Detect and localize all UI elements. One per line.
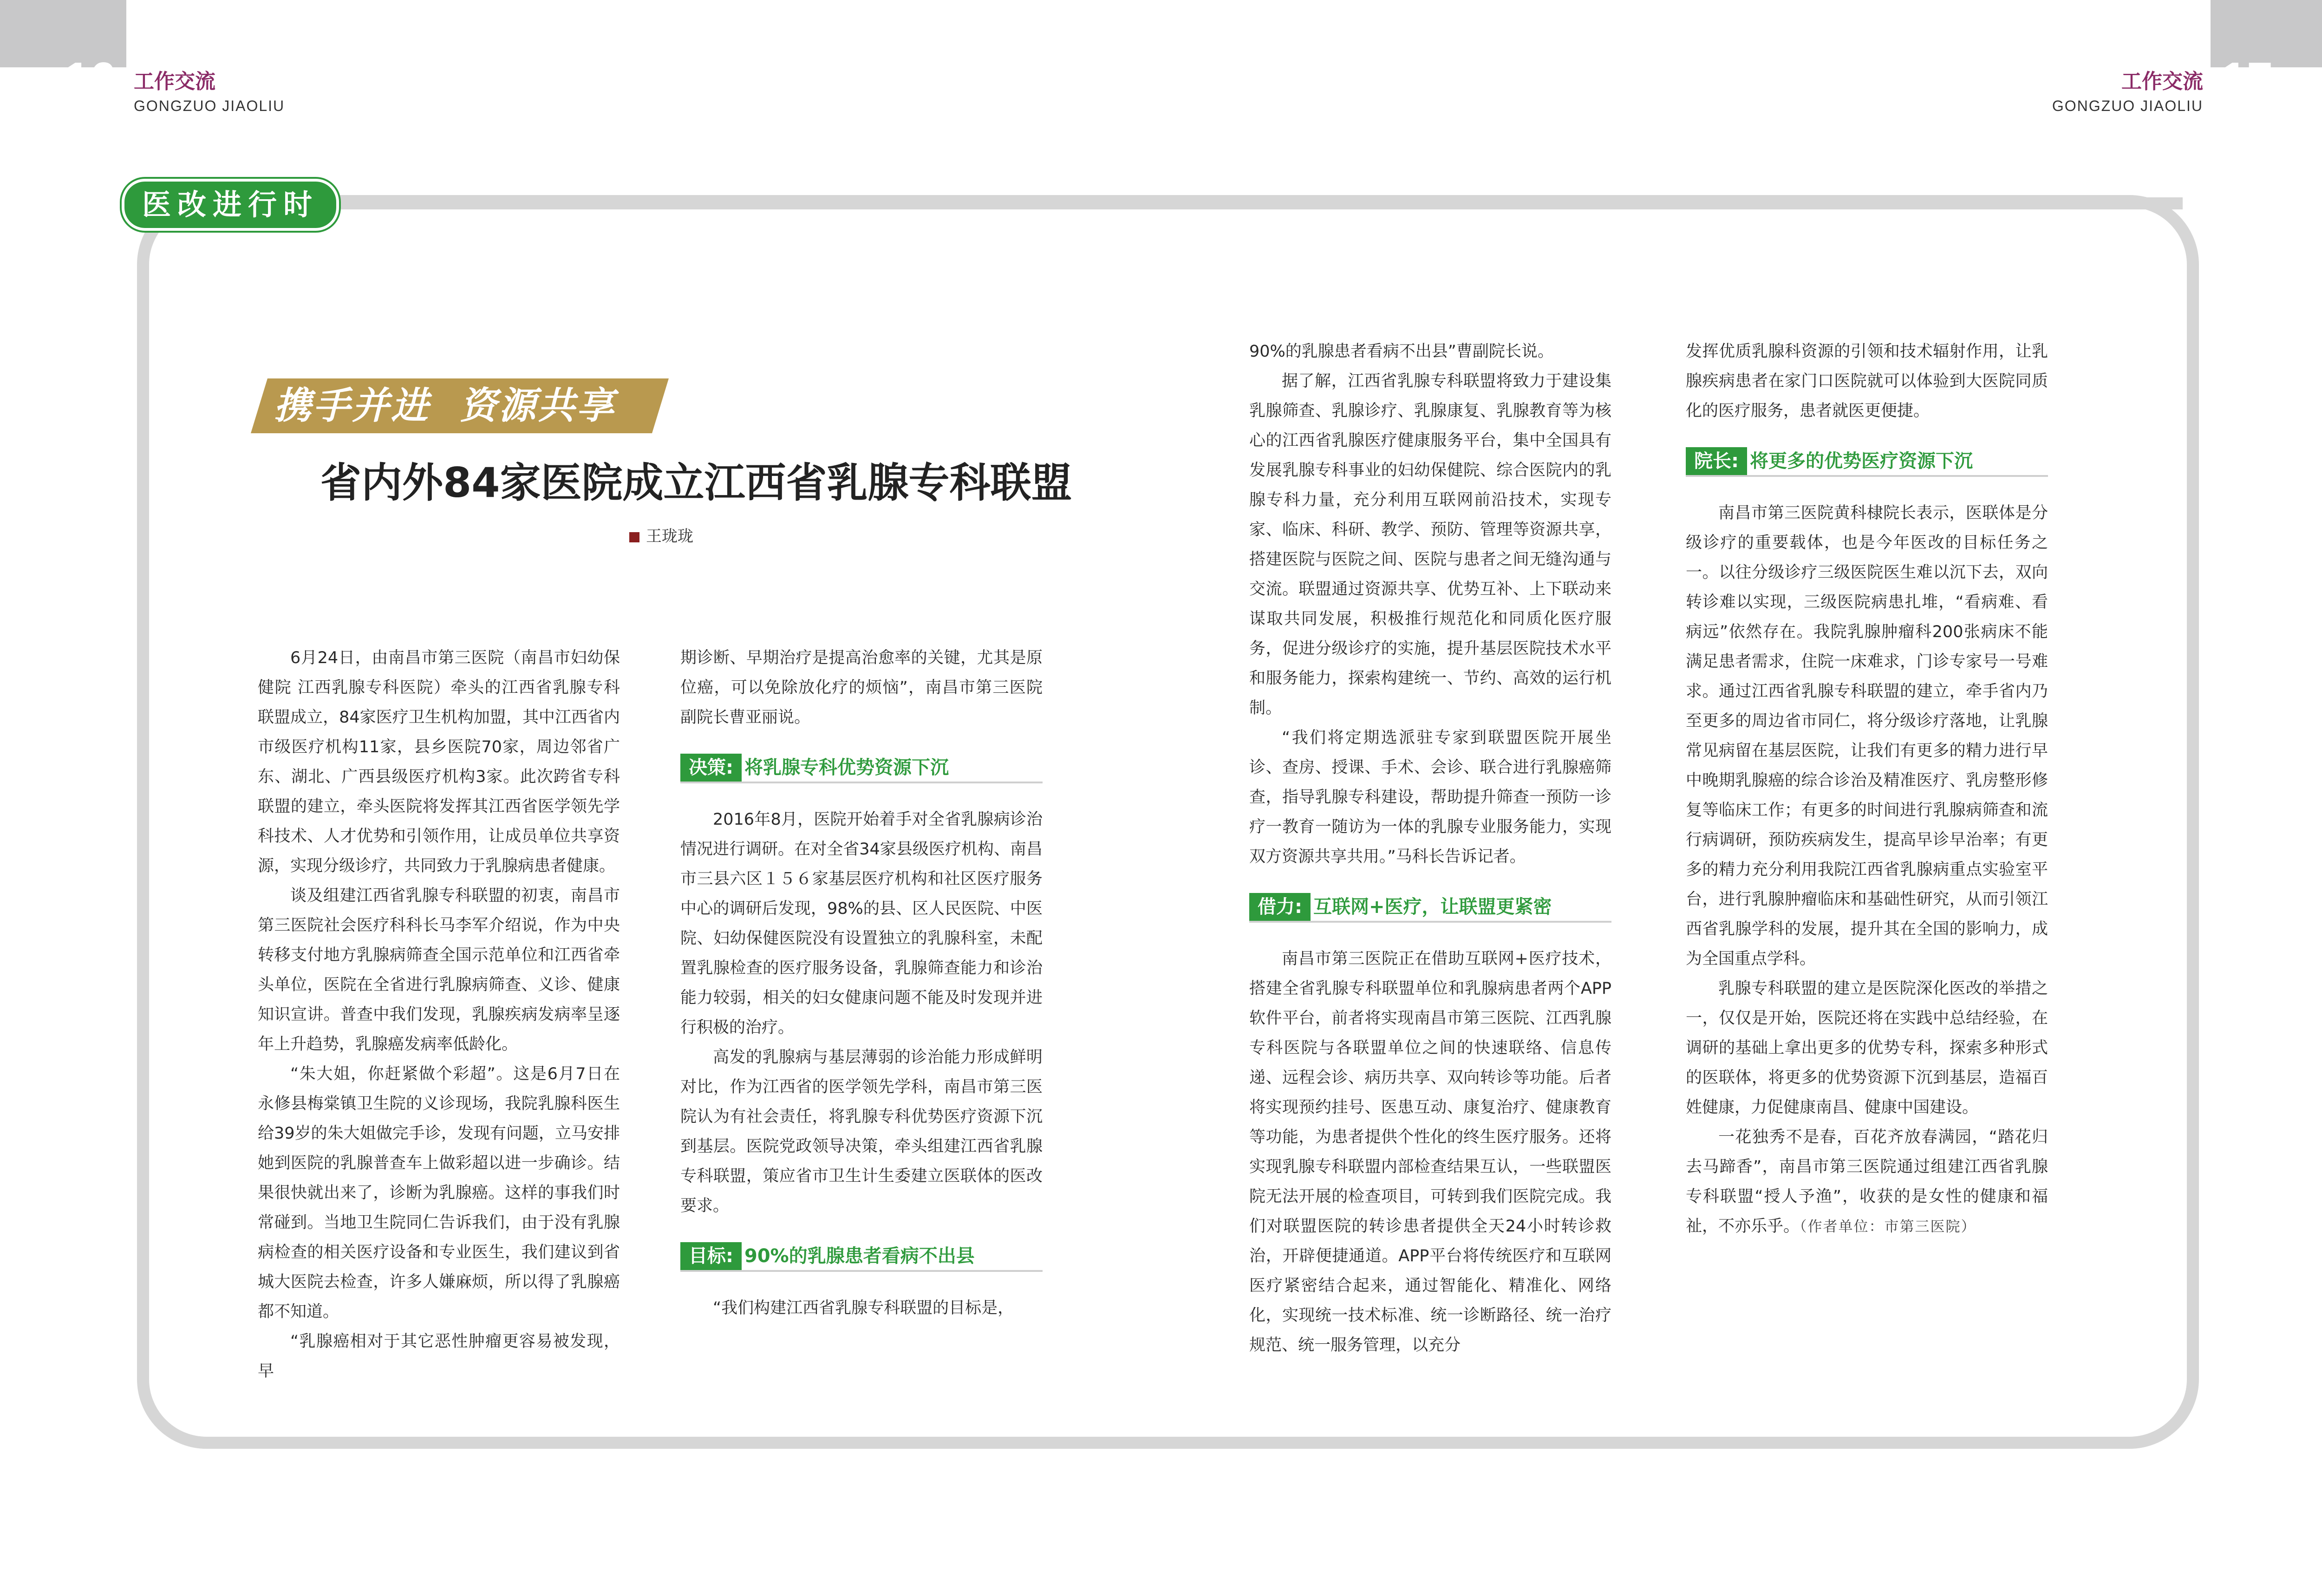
subheading-goal [680, 1242, 1043, 1272]
paragraph: 90%的乳腺患者看病不出县”曹副院长说。 [1249, 342, 1554, 361]
article-column-2 [680, 643, 1043, 1323]
byline-marker [629, 532, 639, 542]
paragraph: “我们将定期选派驻专家到联盟医院开展坐诊、查房、授课、手术、会诊、联合进行乳腺癌筛查，指导乳腺专科建设，帮助提升筛查一预防一诊疗一教育一随访为一体的乳腺专业服务能力，实现双方资源共享共用。”马科长告诉记者。 [1249, 729, 1611, 866]
author-affiliation: （作者单位：市第三医院） [1800, 1218, 1976, 1235]
paragraph: 发挥优质乳腺科资源的引领和技术辐射作用，让乳腺疾病患者在家门口医院就可以体验到大医院同质化的医疗服务，患者就医更便捷。 [1686, 342, 2048, 420]
section-title-left: 工作交流 [134, 70, 215, 93]
page-number-right: 17 [2221, 53, 2273, 105]
column-tag-rule [325, 197, 2183, 209]
page-number-left: 16 [64, 53, 116, 105]
subheading-text: 90%的乳腺患者看病不出县 [744, 1245, 975, 1267]
paragraph: 南昌市第三医院正在借助互联网+医疗技术，搭建全省乳腺专科联盟单位和乳腺病患者两个APP软件平台，前者将实现南昌市第三医院、江西乳腺专科医院与各联盟单位之间的快速联络、信息传递、远程会诊、病历共享、双向转诊等功能。后者将实现预约挂号、医患互动、康复治疗、健康教育等功能，为患者提供个性化的终生医疗服务。还将实现乳腺专科联盟内部检查结果互认，一些联盟医院无法开展的检查项目，可转到我们医院完成。我们对联盟医院的转诊患者提供全天24小时转诊救治，开辟便捷通道。APP平台将传统医疗和互联网医疗紧密结合起来，通过智能化、精准化、网络化，实现统一技术标准、统一诊断路径、统一治疗规范、统一服务管理，以充分 [1249, 950, 1611, 1355]
paragraph: 高发的乳腺病与基层薄弱的诊治能力形成鲜明对比，作为江西省的医学领先学科，南昌市第三医院认为有社会责任，将乳腺专科优势医疗资源下沉到基层。医院党政领导决策，牵头组建江西省乳腺专科联盟，策应省市卫生计生委建立医联体的医改要求。 [680, 1048, 1043, 1215]
subheading-president [1686, 447, 2048, 477]
subheading-label: 决策: [680, 754, 742, 782]
subheading-label: 院长: [1686, 447, 1747, 475]
subheading-label: 借力: [1249, 893, 1311, 921]
closing-text: 一花独秀不是春，百花齐放春满园，“踏花归去马蹄香”，南昌市第三医院通过组建江西省乳腺专科联盟“授人予渔”，收获的是女性的健康和福祉，不亦乐乎。 [1686, 1128, 2048, 1236]
paragraph: 乳腺专科联盟的建立是医院深化医改的举措之一，仅仅是开始，医院还将在实践中总结经验，在调研的基础上拿出更多的优势专科，探索多种形式的医联体，将更多的优势资源下沉到基层，造福百姓健康，力促健康南昌、健康中国建设。 [1686, 979, 2048, 1117]
section-title-right: 工作交流 [2121, 70, 2203, 93]
paragraph: “乳腺癌相对于其它恶性肿瘤更容易被发现，早 [258, 1332, 620, 1381]
subheading-text: 互联网+医疗，让联盟更紧密 [1313, 896, 1552, 918]
paragraph: 据了解，江西省乳腺专科联盟将致力于建设集乳腺筛查、乳腺诊疗、乳腺康复、乳腺教育等为核心的江西省乳腺医疗健康服务平台，集中全国具有发展乳腺专科事业的妇幼保健院、综合医院内的乳腺专科力量，充分利用互联网前沿技术，实现专家、临床、科研、教学、预防、管理等资源共享，搭建医院与医院之间、医院与患者之间无缝沟通与交流。联盟通过资源共享、优势互补、上下联动来谋取共同发展，积极推行规范化和同质化医疗服务，促进分级诊疗的实施，提升基层医院技术水平和服务能力，探索构建统一、节约、高效的运行机制。 [1249, 372, 1611, 717]
article-column-4 [1686, 337, 2048, 1242]
article-column-3 [1249, 337, 1611, 1360]
byline [629, 527, 693, 546]
paragraph: 谈及组建江西省乳腺专科联盟的初衷，南昌市第三医院社会医疗科科长马李军介绍说，作为中央转移支付地方乳腺病筛查全国示范单位和江西省牵头单位，医院在全省进行乳腺病筛查、义诊、健康知识宣讲。普查中我们发现，乳腺疾病发病率呈逐年上升趋势，乳腺癌发病率低龄化。 [258, 886, 620, 1054]
column-tag: 医改进行时 [122, 179, 339, 231]
paragraph [1686, 1122, 2048, 1242]
subheading-text: 将更多的优势医疗资源下沉 [1750, 450, 1973, 472]
author-name: 王珑珑 [646, 527, 693, 546]
paragraph: 南昌市第三医院黄科棣院长表示，医联体是分级诊疗的重要载体，也是今年医改的目标任务之一。以往分级诊疗三级医院医生难以沉下去，双向转诊难以实现，三级医院病患扎堆，“看病难、看病远”依然存在。我院乳腺肿瘤科200张病床不能满足患者需求，住院一床难求，门诊专家号一号难求。通过江西省乳腺专科联盟的建立，牵手省内乃至更多的周边省市同仁，将分级诊疗落地，让乳腺常见病留在基层医院，让我们有更多的精力进行早中晚期乳腺癌的综合诊治及精准医疗、乳房整形修复等临床工作；有更多的时间进行乳腺病筛查和流行病调研，预防疾病发生，提高早诊早治率；有更多的精力充分利用我院江西省乳腺病重点实验室平台，进行乳腺肿瘤临床和基础性研究，从而引领江西省乳腺学科的发展，提升其在全国的影响力，成为全国重点学科。 [1686, 504, 2048, 968]
subheading-text: 将乳腺专科优势资源下沉 [744, 757, 949, 778]
section-pinyin-left: GONGZUO JIAOLIU [134, 98, 285, 114]
paragraph: 2016年8月，医院开始着手对全省乳腺病诊治情况进行调研。在对全省34家县级医疗机构、南昌市三县六区１５６家基层医疗机构和社区医疗服务中心的调研后发现，98%的县、区人民医院、中医院、妇幼保健医院没有设置独立的乳腺科室，未配置乳腺检查的医疗服务设备，乳腺筛查能力和诊治能力较弱，相关的妇女健康问题不能及时发现并进行积极的治疗。 [680, 810, 1043, 1037]
subheading-decision [680, 754, 1043, 783]
paragraph: 6月24日，由南昌市第三医院（南昌市妇幼保健院 江西乳腺专科医院）牵头的江西省乳腺专科联盟成立，84家医疗卫生机构加盟，其中江西省内市级医疗机构11家，县乡医院70家，周边邻省广东、湖北、广西县级医疗机构3家。此次跨省专科联盟的建立，牵头医院将发挥其江西省医学领先学科技术、人才优势和引领作用，让成员单位共享资源，实现分级诊疗，共同致力于乳腺病患者健康。 [258, 649, 620, 875]
banner-text: 携手并进 资源共享 [274, 384, 616, 427]
paragraph: “我们构建江西省乳腺专科联盟的目标是， [713, 1299, 1014, 1317]
section-pinyin-right: GONGZUO JIAOLIU [2052, 98, 2203, 114]
subheading-leverage [1249, 893, 1611, 923]
paragraph: “朱大姐，你赶紧做个彩超”。这是6月7日在永修县梅棠镇卫生院的义诊现场，我院乳腺科医生给39岁的朱大姐做完手诊，发现有问题，立马安排她到医院的乳腺普查车上做彩超以进一步确诊。结果很快就出来了，诊断为乳腺癌。这样的事我们时常碰到。当地卫生院同仁告诉我们，由于没有乳腺病检查的相关医疗设备和专业医生，我们建议到省城大医院去检查，许多人嫌麻烦，所以得了乳腺癌都不知道。 [258, 1065, 620, 1321]
subheading-label: 目标: [680, 1242, 742, 1270]
article-title: 省内外84家医院成立江西省乳腺专科联盟 [320, 459, 1072, 507]
paragraph: 期诊断、早期治疗是提高治愈率的关键，尤其是原位癌，可以免除放化疗的烦恼”，南昌市第三医院副院长曹亚丽说。 [680, 649, 1043, 727]
article-column-1 [258, 643, 620, 1386]
